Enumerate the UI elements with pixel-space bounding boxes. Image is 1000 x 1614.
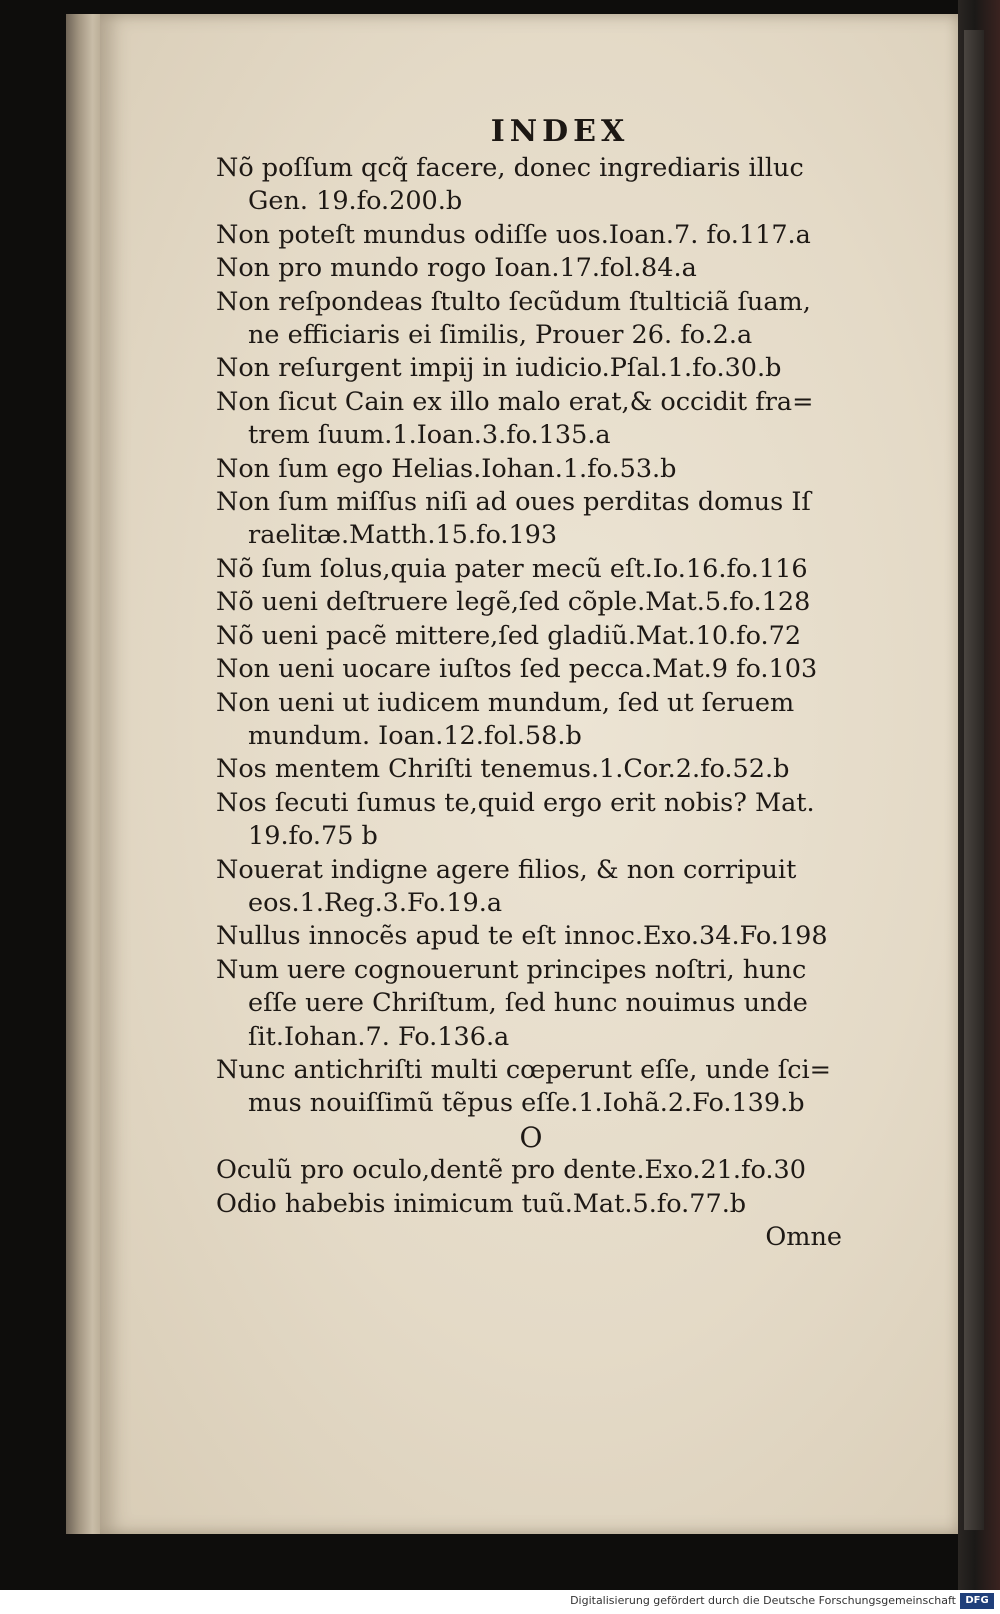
index-entry-line: Nunc antichriſti multi cœperunt eſſe, unde ſci= (216, 1054, 832, 1085)
index-entry-line: eſſe uere Chriſtum, ſed hunc nouimus unde (248, 988, 808, 1019)
index-entry-line: raelitæ.Matth.15.fo.193 (248, 520, 558, 551)
index-entry-line: Nouerat indigne agere filios, & non corripuit (216, 854, 797, 885)
section-letter: O (519, 1120, 543, 1154)
index-entry-line: Non ueni ut iudicem mundum, ſed ut ſeruem (216, 687, 795, 718)
index-entry-line: mus nouiſſimũ tẽpus eſſe.1.Iohã.2.Fo.139.b (248, 1088, 805, 1119)
dfg-logo-icon: DFG (960, 1593, 994, 1609)
index-entry-line: 19.fo.75 b (248, 821, 378, 852)
index-entry-line: Non reſurgent impij in iudicio.Pſal.1.fo.30.b (216, 353, 782, 384)
index-entry-line: ſit.Iohan.7. Fo.136.a (248, 1021, 510, 1052)
index-entry-line: Nos ſecuti ſumus te,quid ergo erit nobis? Mat. (216, 787, 815, 818)
index-entry-line: Non ſum ego Helias.Iohan.1.fo.53.b (216, 453, 677, 484)
index-entry-line: Nos mentem Chriſti tenemus.1.Cor.2.fo.52.b (216, 754, 790, 785)
entries-section-o (216, 1154, 846, 1221)
index-entry-line: trem ſuum.1.Ioan.3.fo.135.a (248, 420, 611, 451)
footer-credit: Digitalisierung gefördert durch die Deutsche Forschungsgemeinschaft (570, 1594, 956, 1607)
index-entry-line: Non reſpondeas ſtulto ſecũdum ſtulticiã ſuam, (216, 286, 811, 317)
index-entry-line: Non poteſt mundus odiſſe uos.Ioan.7. fo.117.a (216, 219, 811, 250)
index-entry-line: Nõ poſſum qcq̃ facere, donec ingrediaris illuc (216, 153, 804, 183)
catchword: Omne (765, 1222, 842, 1252)
index-entry-line: mundum. Ioan.12.fol.58.b (248, 720, 582, 751)
index-entry-line: Nõ ueni deſtruere legẽ,ſed cõple.Mat.5.fo.128 (216, 587, 811, 618)
index-entry-line: Nõ ueni pacẽ mittere,ſed gladiũ.Mat.10.fo.72 (216, 620, 802, 651)
index-entry-line: Nullus innocẽs apud te eſt innoc.Exo.34.Fo.198 (216, 921, 828, 952)
index-entry-line: Nõ ſum ſolus,quia pater mecũ eſt.Io.16.fo.116 (216, 553, 808, 584)
page-header: INDEX (490, 114, 630, 149)
entries-section-n (216, 152, 846, 1121)
index-entry-line: Num uere cognouerunt principes noſtri, hunc (216, 954, 807, 985)
index-entries (216, 152, 846, 1254)
index-entry-line: Odio habebis inimicum tuũ.Mat.5.fo.77.b (216, 1188, 747, 1219)
index-entry-line: eos.1.Reg.3.Fo.19.a (248, 887, 503, 918)
book-binding-edge (958, 0, 1000, 1590)
binding-shadow (964, 30, 984, 1530)
index-entry-line: Non ueni uocare iuſtos ſed pecca.Mat.9 fo.103 (216, 654, 818, 685)
index-entry-line: Non ſum miſſus niſi ad oues perditas domus Iſ (216, 487, 811, 518)
index-entry-line: ne efficiaris ei ſimilis, Prouer 26. fo.2.a (248, 320, 753, 351)
index-entry-line: Non ſicut Cain ex illo malo erat,& occidit fra= (216, 386, 814, 417)
index-entry-line: Gen. 19.fo.200.b (248, 186, 463, 217)
index-entry-line: Non pro mundo rogo Ioan.17.fol.84.a (216, 253, 697, 284)
book-page-edges (66, 14, 104, 1534)
index-entry-line: Oculũ pro oculo,dentẽ pro dente.Exo.21.fo.30 (216, 1155, 806, 1186)
footer-bar (0, 1590, 1000, 1614)
